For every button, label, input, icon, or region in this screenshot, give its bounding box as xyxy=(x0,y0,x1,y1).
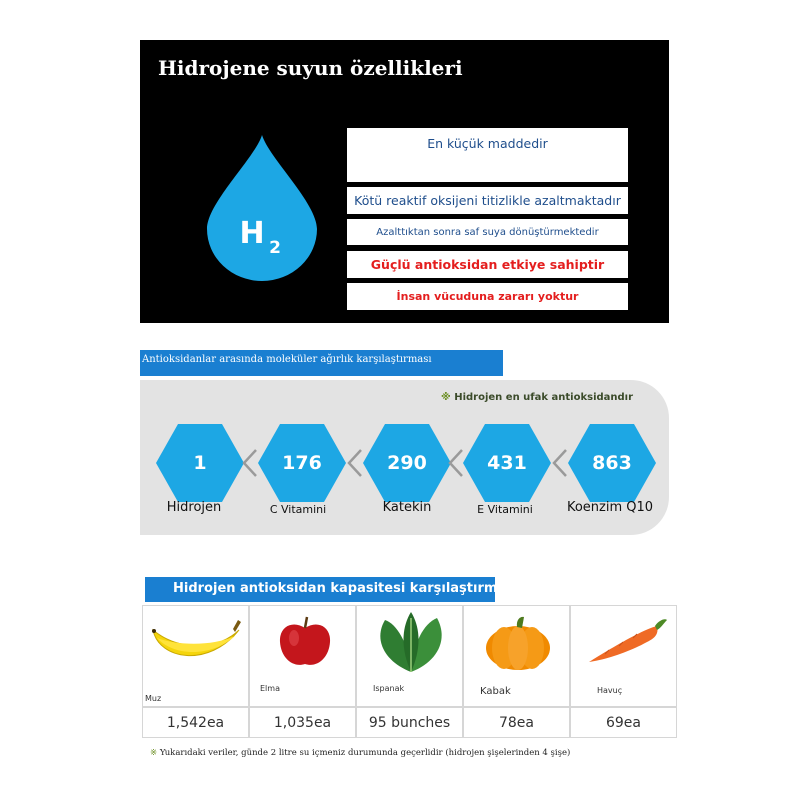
carrot-image xyxy=(585,616,669,666)
note-mark: ※ xyxy=(441,392,451,403)
food-value: 1,035ea xyxy=(249,707,356,738)
hexagon-koenzim-q10 xyxy=(568,424,656,502)
property-text: İnsan vücuduna zararı yoktur xyxy=(396,290,579,303)
tab-title: Antioksidanlar arasında moleküler ağırlık karşılaştırması xyxy=(142,354,432,365)
hexagon-label: Koenzim Q10 xyxy=(566,500,654,515)
hexagon-label: Katekin xyxy=(382,500,432,515)
properties-panel xyxy=(140,40,669,323)
hexagon-value: 290 xyxy=(387,452,427,474)
capacity-comparison-tab xyxy=(145,577,519,602)
drop-symbol: H xyxy=(239,216,265,251)
property-box-4 xyxy=(347,251,628,278)
food-cell-muz xyxy=(142,605,249,707)
drop-subscript: 2 xyxy=(269,238,281,258)
footnote-mark: ※ xyxy=(150,748,158,758)
hexagon-label: Hidrojen xyxy=(166,500,222,515)
water-drop-icon xyxy=(205,133,319,283)
property-text: Güçlü antioksidan etkiye sahiptir xyxy=(370,257,605,272)
property-box-2 xyxy=(347,187,628,214)
molecular-weight-tab xyxy=(140,350,503,376)
hexagon-value: 176 xyxy=(282,452,322,474)
note-text: Hidrojen en ufak antioksidandır xyxy=(454,392,634,403)
pumpkin-image xyxy=(484,614,552,672)
less-than-icon xyxy=(240,448,260,478)
apple-image xyxy=(277,614,333,670)
less-than-icon xyxy=(345,448,365,478)
hexagon-katekin xyxy=(363,424,451,502)
hexagon-hidrojen xyxy=(156,424,244,502)
property-text: Kötü reaktif oksijeni titizlikle azaltmaktadır xyxy=(354,193,621,208)
food-name: Kabak xyxy=(480,686,511,697)
food-cell-havuc xyxy=(570,605,677,707)
hexagon-value: 863 xyxy=(592,452,632,474)
banana-image xyxy=(149,616,243,666)
hexagon-label: E Vitamini xyxy=(477,503,533,516)
hexagon-label: C Vitamini xyxy=(269,503,327,516)
less-than-icon xyxy=(550,448,570,478)
footnote xyxy=(150,748,570,758)
spinach-image xyxy=(371,610,451,676)
property-text: En küçük maddedir xyxy=(427,136,548,151)
food-name: Elma xyxy=(260,684,280,693)
property-box-3 xyxy=(347,219,628,245)
property-box-5 xyxy=(347,283,628,310)
food-cell-ispanak xyxy=(356,605,463,707)
hexagon-value: 431 xyxy=(487,452,527,474)
hexagon-c-vitamini xyxy=(258,424,346,502)
hexagon-e-vitamini xyxy=(463,424,551,502)
smallest-antioxidant-note xyxy=(441,392,633,403)
food-value: 95 bunches xyxy=(356,707,463,738)
food-value: 69ea xyxy=(570,707,677,738)
food-comparison-table xyxy=(142,605,677,738)
food-value: 1,542ea xyxy=(142,707,249,738)
food-cell-elma xyxy=(249,605,356,707)
footnote-text: Yukarıdaki veriler, günde 2 litre su içmeniz durumunda geçerlidir (hidrojen şişelerinden 4 şişe) xyxy=(159,748,571,758)
property-box-1 xyxy=(347,128,628,182)
food-name: Havuç xyxy=(597,686,623,695)
less-than-icon xyxy=(446,448,466,478)
tab-title: Hidrojen antioksidan kapasitesi karşılaştırması xyxy=(173,581,519,596)
panel-title: Hidrojene suyun özellikleri xyxy=(158,56,463,80)
food-value: 78ea xyxy=(463,707,570,738)
property-text: Azalttıktan sonra saf suya dönüştürmektedir xyxy=(376,226,599,238)
food-name: Ispanak xyxy=(373,684,405,693)
food-cell-kabak xyxy=(463,605,570,707)
hexagon-value: 1 xyxy=(193,452,207,474)
food-name: Muz xyxy=(145,694,162,703)
